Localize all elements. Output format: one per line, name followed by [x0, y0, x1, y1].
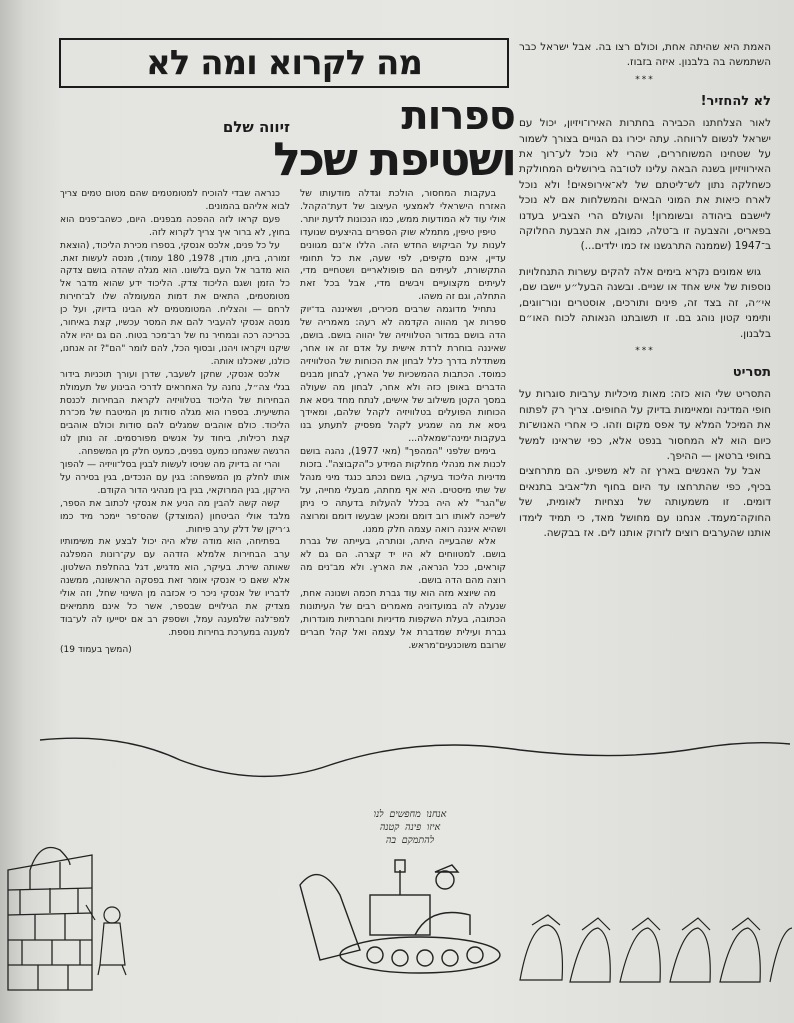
column-title: מה לקרוא ומה לא: [146, 43, 422, 83]
section-heading-script: תסריט: [732, 365, 771, 381]
right-intro-text: האמת היא שהיתה אחת, וכולם רצו בה. אבל ישראל כבר השתמשה בה בלבנון. איזה בזבוז.: [519, 41, 771, 69]
left-column: [60, 188, 290, 657]
author-byline: זיווה שלם: [222, 118, 290, 136]
section-body-script-p2: אבל על האנשים בארץ זה לא משפיע. הם מתרחצים בכיף, כפי שהתרחצו עד היום בחוף תל־אביב בתנאים דומים. זו משמעותה של נצחיות לאומית, של החוקה־מעמד. אנחנו עם מחושל מאד, כי תמיד לימדו אותנו שהערבים רוצים לזרוק אותנו לים. אז בבקשה.: [519, 465, 771, 539]
section-body-dont-return: לאור הצלחתנו הכבירה בחתרות האירו־ויזיון, יכול עם ישראל לנשום לרווחה. עתה יכירו גם הגויים בצורך לשמור על שטחינו המשוחררים, שהרי לא נוכל לע־רוך את האירוויזיון בשנה הבאה עלינו לטו־בה בירושלים המחולקת כשחלקה נתון לש־ליטתם של לא־אירופאים! ולא נוכל לארח כיאות את המוני הבאים והמשלחות אם לא נוכל ליישבם ביהודה ובשומרון! והעולם הרי הצביע בעדנו בפאריס, והצבעה זו ב־טלה, כמובן, את הצבעת החלוקה ב־1947 (שממנה התרגשנו אז כמו ילדים...): [519, 117, 771, 253]
section-heading-dont-return: לא להחזיר!: [700, 94, 771, 110]
paragraph: והרי זה בדיוק מה שניסו לעשות לבגין בסל־וויזיה — להפוך אותו לחלק מן המשפחה: בגין עם הנכדים, בגין בסירה על הירקון, בגין המרוקאי, בגין בין מנהיגי הדור הקודם.: [60, 460, 290, 496]
continued-note: (המשך בעמוד 19): [60, 644, 132, 655]
paragraph: אלכס אנסקי, שחקן לשעבר, שדרן ועורך תוכניות בידור בגלי צה״ל, נחנה על האחראים לדרכי הבינוע של תעמולת הבחירות של הליכוד בטלוויזיה לקראת הבחירות לכנסת התשיעית. בספרו הוא מגלה סודות מן המיטבח של מכ־רת הליכוד. כולם אוהבים שמגלים להם סודות וכולם אוהבים קצת רכילות, ביחוד על אנשים מפורסמים. זה נותן לנו הרגשה שאנחנו כמעט בפנים, כמעט חלק מן המשפחה.: [60, 369, 290, 458]
paragraph: קשה קשה להבין מה הניע את אנסקי לכתוב את הספר, מלבד אולי הביטחון (המוצדק) שהס־פר יימכר מיד כמו ג׳ריקן של דלק ערב פיחות.: [60, 498, 290, 535]
article-headline: [120, 93, 515, 186]
paragraph: בעקבות המחסור, הולכת וגדלה מודעותו של האזרח הישראלי לאמצעי העיצוב של דעת־הקהל. אולי עוד לא המודעות ממש, כמו הנכונות לדעת יותר.: [300, 188, 506, 225]
section-divider-stars: ***: [635, 74, 655, 85]
right-column: [519, 40, 771, 541]
paragraph: מה שיוצא מזה הוא עוד גברת חכמה ושנונה אחת, שנעלה לה במועדוניה מאמרים רבים של העיתונות הכתובה, בעלת השקפות מדיניות וחברתיות מוגדרות, גברת ועילית שמדברת אל עצמה ואל קהל חברים שרובם משוכנעים־מראש.: [300, 588, 506, 651]
caption-line-3: להתמקם בה: [385, 835, 435, 846]
section-divider-stars: ***: [635, 345, 655, 356]
section-body-script-p1: התסריט שלי הוא כזה: מאות מיכליות ערביות סוגרות על חופי המדינה ומאיימות בדיוק על החופים. צריך רק לפתוח את המיכל המלא עד אפס מקום וזהו. כי אחרי האנוש־ות כיום הוא לא המחסור בנפט אלא, כפי שראינו למשל בחופי ברטאן — ההיפך.: [519, 388, 771, 462]
caption-line-1: אנחנו מחפשים לנו: [373, 809, 447, 820]
paragraph: כנראה שבדי להוכיח למטומטמים שהם מטום טמים צריך לבוא אליהם בהמונים.: [60, 189, 290, 212]
column-title-box: [59, 38, 509, 88]
headline-line-2: ושטיפת שכל: [273, 132, 515, 186]
paragraph: נתחיל מדוגמה שרבים מכירים, ושאיננה בד־יוק ספרות אך מהווה הקדמה לא רעה: מאמריה של הדה בושם במדור הטלוויזיה של יהווה בושם. בושם, שאיננה בוחרת לרדת אישית על אדם זה או אחר, משתדלת בדרך כלל לבחון את הכוחות של הטלוויזיה כמוסד. הכתבות ההמשכיות של הארץ, לבחון מבנים הדברים באופן כזה ולא אחר, לבחון מה שעולה במסך הקטן משילוב של אישים, לנתח מחד גיסא את הכוחות הפועלים בטלוויזיה לקהל שלהם, ומאידך גיסא את מה שמגיע לקהל מפסיק לתעתע בנו בעקבות ימינה־שמאלה...: [300, 304, 506, 445]
paragraph: בפתיחה, הוא מודה שלא היה יכול לבצע את משימותיו ערב הבחירות אלמלא הזדהה עם עק־רונות המפלגה שאותה שירת. בעיקר, הוא מדגיש, דגל בהחלפת השלטון. אלא שאם כי אנסקי אומר זאת בפסקה הראשונה, ממשנה לדבריו של אנסקי ניכר כי אכזבה מן השינוי שחל, וזה אולי מצדיק את הגילויים שבספר, אשר כל אינם מתמיאים למפ־לגה שלמענה עמל, ושספק רב אם יסייעו לה לע־בוד למענה במערכת בחירות נוספת.: [60, 537, 290, 638]
cartoon-illustration: [0, 720, 794, 1023]
cartoon-caption: [335, 808, 485, 847]
section-body-gush-emunim: גוש אמונים נקרא בימים אלה להקים עשרות התנחלויות נוספות של איש אחד או שניים. ובשנה הבעל״ע יישבו שם, אי״ה, זה בצד זה, פינים ותורכים, אוסטרים ונור־ווגים, ותימני קטון נוהג בם. זו תשובתנו הנאותה לכוח האו״ם בלבנון.: [519, 265, 771, 340]
paragraph: על כל פנים, אלכס אנסקי, בספרו מכירת הליכוד, (הוצאת זמורה, ביתן, מודן, 1978, 180 עמוד), מנסה לעשות זאת. הוא מדבר אל העם בלשונו. הוא מגלה שהדה בושם צדקה כל הזמן ושגם הליכוד צדק. הליכוד ידע שהוא מדבר אל מטומטמים, התאים את דמות המעומלה שלו לב־חירות לרחם — והצליח. המטומטמים לא הבינו בדיוק, ועל כן מנסה אנסקי להעביר להם את המסר עכשיו, קצת באיחור, בכריכה רכה ובמחיר נח של רב־מכר בטוח. הם גם יהיו אלה שיקנו ויקראו ויהנו, ובסוף הכל, להם לומר "הם"? זה אנחנו, כולנו, שאכלנו אותה.: [60, 240, 291, 367]
middle-column: [300, 188, 506, 653]
bulldozer-icon: [300, 860, 500, 973]
paragraph: בימים שלפני "המהפך" (מאי 1977), נהגה בושם לכנות את מנהלי מחלקות המידע כ"הקבוצה". בזכות מדיניות הליכוד בעיקר, בושם נכתב כנגד מיני מנהל של שתי מיסטים. היא אף מחתה, מבעלי מחייה, על ש"הגר" לא היה בכלל להעלות בדעתה כי ניתן לשייכה לאותו רוב דומם ומכאן שבעשו דומם ומרוצה ושהיא איננה רואה עצמה חלק ממנו.: [300, 446, 506, 535]
brick-wall-icon: [8, 848, 92, 991]
paragraph: אלא שהבעייה היתה, ונותרה, בעייתה של גברת בושם. למטווחים לא היו יד קצרה. הם גם לא קוראים, ככל הנראה, את הארץ. ולא מב־נים מה רוצה מהם הדה בושם.: [300, 536, 506, 587]
paragraph: פעם קראו לזה ההפכה מבפנים. היום, כשהב־פנים הוא בחוץ, לא ברור איך צריך לקרוא לזה.: [60, 214, 290, 238]
caption-line-2: איזו פינה קטנה: [379, 822, 441, 833]
hooded-figures-icon: [520, 915, 792, 982]
horizon-line-icon: [40, 738, 790, 776]
paragraph: טיפין טיפין, מתמלא שוק הספרים בהיצעים שנועדו לענות על הביקוש החדש הזה. הללו א־נם מגוונים עדיין, אינם מקיפים, לפי שעה, את כל תחומי התקשורת, לעיתים הם פופולאריים ושטחיים מדי, לעיתים מקצועיים ויבשים מדי, אבל בכל זאת התחלה, וגם זה משהו.: [300, 226, 506, 303]
headline-line-1: ספרות: [401, 93, 515, 139]
